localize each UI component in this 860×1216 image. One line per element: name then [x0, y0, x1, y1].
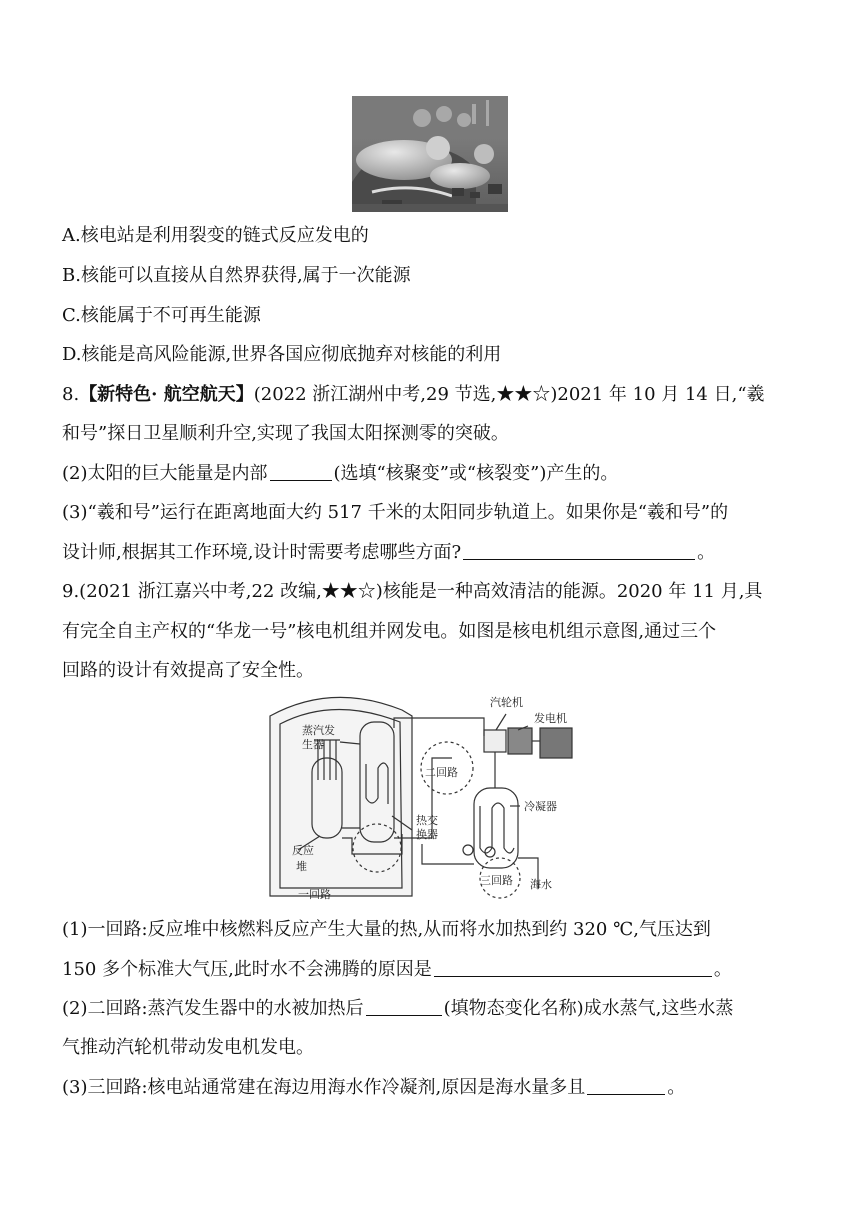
- reactor-label-1: 反应: [292, 844, 314, 857]
- q9-line-3: 回路的设计有效提高了安全性。: [62, 660, 314, 681]
- q8-tag: 【新特色· 航空航天】: [79, 384, 254, 405]
- heat-exchanger-label-2: 换器: [416, 828, 438, 841]
- reactor-label-2: 堆: [296, 860, 307, 873]
- q8-part-2: (2)太阳的巨大能量是内部 (选填“核聚变”或“核裂变”)产生的。: [62, 463, 619, 484]
- loop3-label: 三回路: [480, 874, 513, 887]
- q9-p1-blank[interactable]: [434, 958, 712, 977]
- q9-part-1-line-1: (1)一回路:反应堆中核燃料反应产生大量的热,从而将水加热到约 320 ℃,气压达到: [62, 919, 711, 940]
- q8-line-1: [62, 383, 800, 407]
- q9-part-2-line-1: (2)二回路:蒸汽发生器中的水被加热后 (填物态变化名称)成水蒸气,这些水蒸: [62, 998, 734, 1019]
- option-b: B.核能可以直接从自然界获得,属于一次能源: [62, 265, 411, 286]
- option-c: C.核能属于不可再生能源: [62, 305, 261, 326]
- q9-p3-blank[interactable]: [587, 1076, 665, 1095]
- q9-line-1: 9.(2021 浙江嘉兴中考,22 改编,★★☆)核能是一种高效清洁的能源。2020 年 11 月,具: [62, 581, 763, 602]
- steam-generator-label-2: 生器: [302, 738, 324, 751]
- q8-source: (2022 浙江湖州中考,29 节选,★★☆)2021 年 10 月 14 日,“羲: [253, 384, 765, 405]
- heat-exchanger-label-1: 热交: [416, 814, 438, 827]
- option-a: A.核电站是利用裂变的链式反应发电的: [62, 225, 369, 246]
- option-d: D.核能是高风险能源,世界各国应彻底抛弃对核能的利用: [62, 344, 502, 365]
- loop1-label: 一回路: [298, 888, 331, 901]
- q8-part-3-line-2: 设计师,根据其工作环境,设计时需要考虑哪些方面? 。: [62, 542, 716, 563]
- q9-line-2: 有完全自主产权的“华龙一号”核电机组并网发电。如图是核电机组示意图,通过三个: [62, 621, 717, 642]
- loop2-label: 二回路: [425, 766, 458, 779]
- q9-part-1-line-2: 150 多个标准大气压,此时水不会沸腾的原因是 。: [62, 959, 732, 980]
- q8-part-3-line-1: (3)“羲和号”运行在距离地面大约 517 千米的太阳同步轨道上。如果你是“羲和号”的: [62, 502, 729, 523]
- nuclear-plant-photo: [352, 96, 508, 212]
- q8-number: 8.: [62, 384, 80, 405]
- condenser-label: 冷凝器: [524, 800, 557, 813]
- turbine-label: 汽轮机: [490, 696, 523, 709]
- seawater-label: 海水: [530, 878, 552, 891]
- steam-generator-label-1: 蒸汽发: [302, 724, 335, 737]
- nuclear-plant-diagram: [262, 688, 586, 904]
- q9-p2-blank[interactable]: [366, 997, 442, 1016]
- q9-part-3: (3)三回路:核电站通常建在海边用海水作冷凝剂,原因是海水量多且 。: [62, 1077, 686, 1098]
- q8-line-2: 和号”探日卫星顺利升空,实现了我国太阳探测零的突破。: [62, 423, 509, 444]
- q8-p2-blank[interactable]: [270, 462, 332, 481]
- q9-part-2-line-2: 气推动汽轮机带动发电机发电。: [62, 1037, 314, 1058]
- generator-label: 发电机: [534, 712, 567, 725]
- q8-p3-blank[interactable]: [463, 541, 695, 560]
